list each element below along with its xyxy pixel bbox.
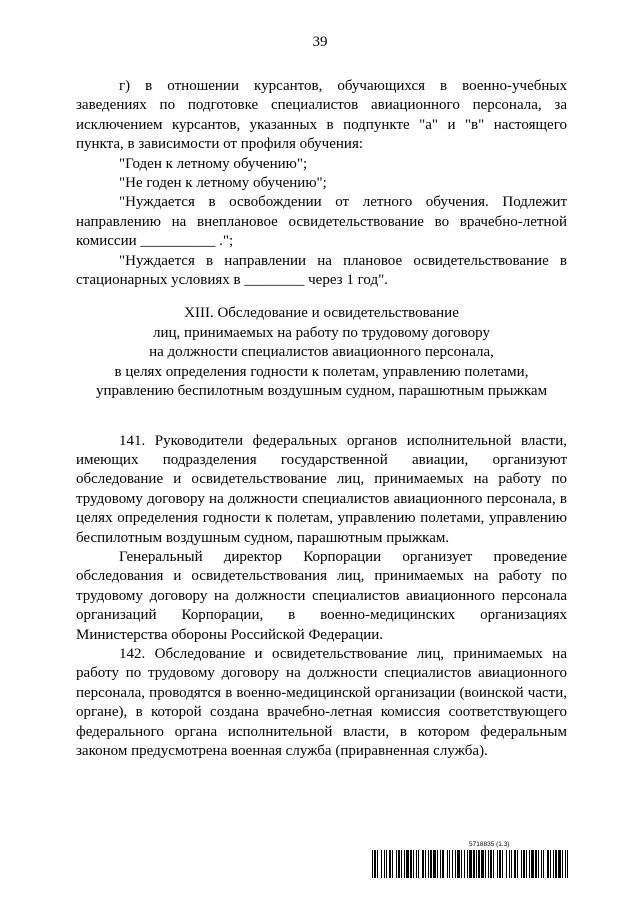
section-heading-line: в целях определения годности к полетам, управлению полетами, xyxy=(114,363,529,380)
section-heading-line: лиц, принимаемых на работу по трудовому договору xyxy=(153,324,490,341)
document-body xyxy=(76,77,567,761)
verdict-fit: "Годен к летному обучению"; xyxy=(119,155,308,172)
section-heading-line: на должности специалистов авиационного персонала, xyxy=(149,344,494,361)
section-heading xyxy=(76,304,567,401)
page-number: 39 xyxy=(312,34,328,50)
paragraph-142: 142. Обследование и освидетельствование лиц, принимаемых на работу по трудовому договору на должности специалистов авиационного персонала, проводятся в военно-медицинской организации (воинской части, органе), в которой создана врачебно-летная комиссия соответствующего федерального органа исполнительной власти, в котором федеральным законом предусмотрена военная служба (приравненная служба). xyxy=(76,645,567,759)
barcode-icon xyxy=(372,850,568,878)
paragraph-director: Генеральный директор Корпорации организует проведение обследования и освидетельствования лиц, принимаемых на работу по трудовому договору на должности специалистов авиационного персонала организаций Корпорации, в военно-медицинских организациях Министерства обороны Российской Федерации. xyxy=(76,548,567,643)
barcode-block xyxy=(372,841,572,881)
verdict-inpatient: "Нуждается в направлении на плановое освидетельствование в стационарных условиях в ________ через 1 год". xyxy=(76,252,567,289)
section-heading-line: XIII. Обследование и освидетельствование xyxy=(184,305,459,322)
section-heading-line: управлению беспилотным воздушным судном, парашютным прыжкам xyxy=(95,383,548,400)
paragraph-g: г) в отношении курсантов, обучающихся в военно-учебных заведениях по подготовке специалистов авиационного персонала, за исключением курсантов, указанных в подпункте "а" и "в" настоящего пункта, в зависимости от профиля обучения: xyxy=(76,78,567,153)
barcode-code: 5718835 (1.3) xyxy=(469,841,510,848)
verdict-unfit: "Не годен к летному обучению"; xyxy=(119,175,327,192)
paragraph-141: 141. Руководители федеральных органов исполнительной власти, имеющих подразделения государственной авиации, организуют обследование и освидетельствование лиц, принимаемых на работу по трудовому договору на должности специалистов авиационного персонала, в целях определения годности к полетам, управлению полетами, управлению беспилотным воздушным судном, парашютным прыжкам. xyxy=(76,432,567,546)
verdict-exemption: "Нуждается в освобождении от летного обучения. Подлежит направлению на внеплановое освидетельствование во врачебно-летной комиссии __________ ."; xyxy=(76,194,567,250)
